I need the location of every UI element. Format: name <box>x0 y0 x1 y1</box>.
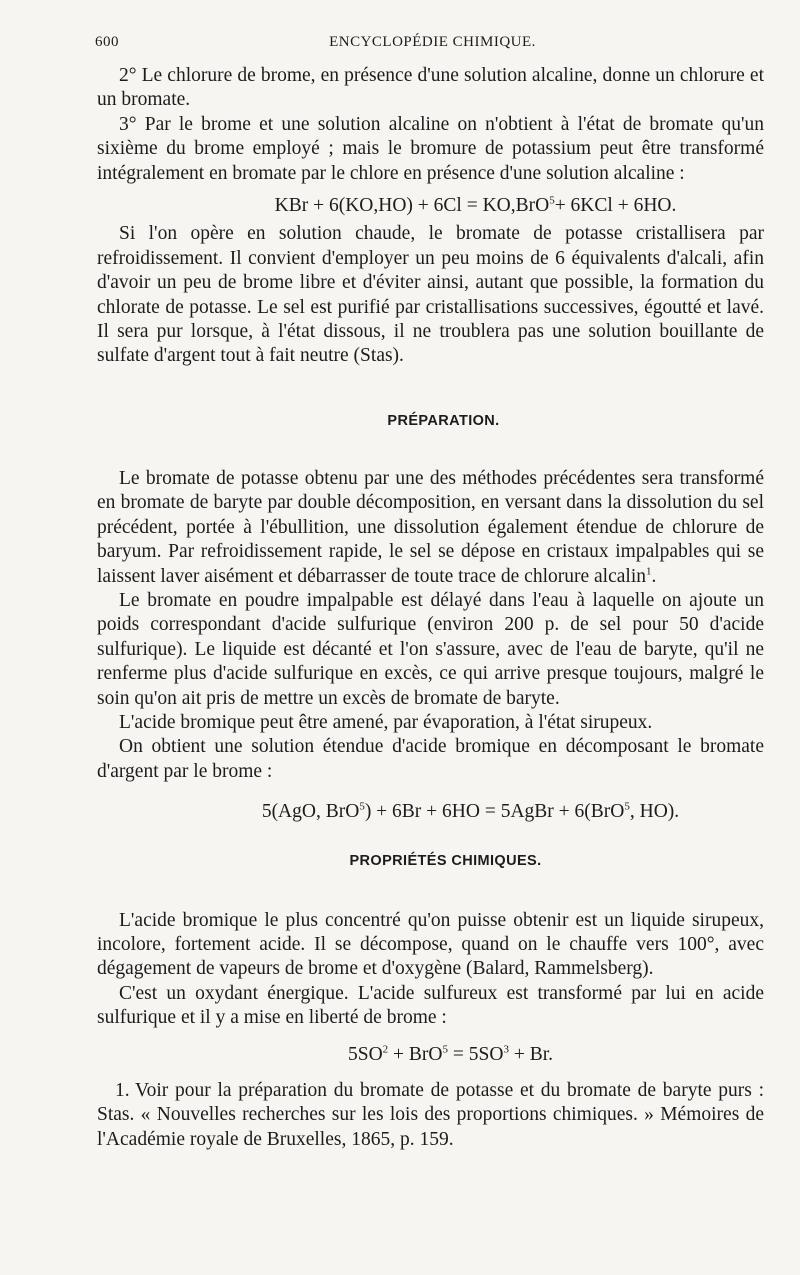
paragraph-bromate-argent: On obtient une solution étendue d'acide bromique en décomposant le bromate d'argent par le brome : <box>97 736 764 782</box>
formula-so2: $5SO^2 + BrO^5 = 5SO^3 + Br$. <box>347 1043 553 1065</box>
formula-ago: 5(AgO, BrO$^5$) + 6Br + 6HO = 5AgBr + 6(BrO$^5$, HO). <box>261 800 680 823</box>
page-number: 600 <box>95 34 119 50</box>
paragraph-poudre-impalpable: Le bromate en poudre impalpable est délayé dans l'eau à laquelle on ajoute un poids correspondant d'acide sulfurique (environ 200 p. de sel pour 50 d'acide sulfurique). Le liquide est décanté et l'on s'assure, avec de l'eau de baryte, qu'il ne renferme plus d'acide sulfurique en excès, ce qui arrive presque toujours, malgré le soin qu'on ait pris de mettre un excès de bromate de baryte. <box>97 589 764 709</box>
page-body <box>97 64 764 1152</box>
heading-proprietes: PROPRIÉTÉS CHIMIQUES. <box>349 852 542 869</box>
paragraph-oxydant: C'est un oxydant énergique. L'acide sulfureux est transformé par lui en acide sulfurique et il y a mise en liberté de brome : <box>97 982 764 1029</box>
paragraph-evaporation: L'acide bromique peut être amené, par évaporation, à l'état sirupeux. <box>119 711 653 733</box>
formula-kbr: KBr + 6(KO,HO) + 6Cl = KO,BrO$^5$+ 6KCl + 6HO. <box>274 194 677 217</box>
paragraph-brome-alcalin: 3° Par le brome et une solution alcaline on n'obtient à l'état de bromate qu'un sixième du brome employé ; mais le bromure de potassium peut être transformé intégralement en bromate par le chlore en présence d'une solution alcaline : <box>97 113 764 184</box>
page-header <box>95 34 770 56</box>
running-title: ENCYCLOPÉDIE CHIMIQUE. <box>329 34 536 50</box>
footnote-number: 1. <box>115 1080 130 1101</box>
paragraph-solution-chaude: Si l'on opère en solution chaude, le bromate de potasse cristallisera par refroidissement. Il convient d'employer un peu moins de 6 équivalents d'alcali, afin d'avoir un peu de brome libre et d'éviter ainsi, autant que possible, la formation du chlorate de potasse. Le sel est purifié par cristallisations successives, égoutté et lavé. Il sera pur lorsque, à l'état dissous, il ne troublera pas une solution bouillante de sulfate d'argent tout à fait neutre (Stas). <box>97 223 764 367</box>
paragraph-chlorure-brome: 2° Le chlorure de brome, en présence d'une solution alcaline, donne un chlorure et un bromate. <box>97 65 764 111</box>
footnote <box>97 1079 764 1152</box>
heading-preparation: PRÉPARATION. <box>387 412 500 429</box>
footnote-text: Voir pour la préparation du bromate de potasse et du bromate de baryte purs : Stas. « Nouvelles recherches sur les lois des proportions chimiques. » Mémoires de l'Académie royale de Bruxelles, 1865, p. 159. <box>97 1080 764 1150</box>
footnote-ref: 1 <box>645 565 652 577</box>
paragraph-acide-sirupeux: L'acide bromique le plus concentré qu'on puisse obtenir est un liquide sirupeux, incolore, fortement acide. Il se décompose, quand on le chauffe vers 100°, avec dégagement de vapeurs de brome et d'oxygène (Balard, Rammelsberg). <box>97 909 764 980</box>
paragraph-bromate-baryte: Le bromate de potasse obtenu par une des méthodes précédentes sera transformé en bromate de baryte par double décomposition, en versant dans la dissolution du sel précédent, portée à l'ébullition, une dissolution également étendue de chlorure de baryum. Par refroidissement rapide, le sel se dépose en cristaux impalpables qui se laissent laver aisément et débarrasser de toute trace de chlorure alcalin$^1$. <box>97 467 764 587</box>
